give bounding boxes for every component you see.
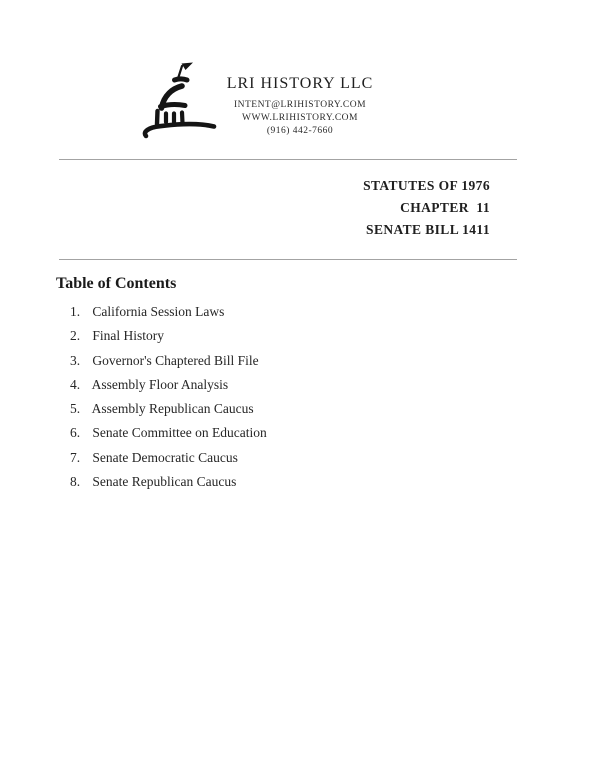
toc-item xyxy=(70,451,267,465)
bill-reference-block xyxy=(240,175,490,242)
toc-title: Table of Contents xyxy=(56,275,177,292)
divider-top xyxy=(59,159,517,160)
toc-item-label: Governor's Chaptered Bill File xyxy=(92,352,259,368)
toc-item-number: 4. xyxy=(70,376,81,392)
toc-item-number: 5. xyxy=(70,401,81,417)
toc-item-label: Senate Republican Caucus xyxy=(92,474,237,490)
toc-item xyxy=(70,329,267,343)
company-email: INTENT@LRIHISTORY.COM xyxy=(233,100,367,110)
toc-item xyxy=(70,305,267,319)
chapter-line: CHAPTER 11 xyxy=(400,200,490,216)
senate-bill-line: SENATE BILL 1411 xyxy=(366,222,490,238)
toc-list xyxy=(70,305,267,499)
statutes-line: STATUTES OF 1976 xyxy=(363,178,490,193)
toc-item-label: Senate Committee on Education xyxy=(92,425,267,441)
company-name: LRI HISTORY LLC xyxy=(226,75,374,92)
toc-item-label: Assembly Republican Caucus xyxy=(91,401,254,417)
company-phone: (916) 442-7660 xyxy=(266,126,334,136)
divider-bottom xyxy=(59,259,517,260)
letterhead xyxy=(206,75,394,138)
toc-item-label: Assembly Floor Analysis xyxy=(91,376,229,392)
toc-item-number: 7. xyxy=(70,449,81,465)
toc-item-number: 8. xyxy=(70,474,81,490)
toc-item xyxy=(70,402,267,416)
toc-item-label: Senate Democratic Caucus xyxy=(92,449,238,465)
toc-item xyxy=(70,426,267,440)
toc-item-label: Final History xyxy=(92,328,165,344)
toc-item-number: 6. xyxy=(70,425,81,441)
toc-item-number: 3. xyxy=(70,352,81,368)
toc-item-number: 2. xyxy=(70,328,81,344)
company-website: WWW.LRIHISTORY.COM xyxy=(242,113,358,123)
toc-item-number: 1. xyxy=(70,304,81,319)
toc-item xyxy=(70,354,267,368)
toc-item-label: California Session Laws xyxy=(92,304,225,319)
toc-item xyxy=(70,378,267,392)
toc-item xyxy=(70,475,267,489)
